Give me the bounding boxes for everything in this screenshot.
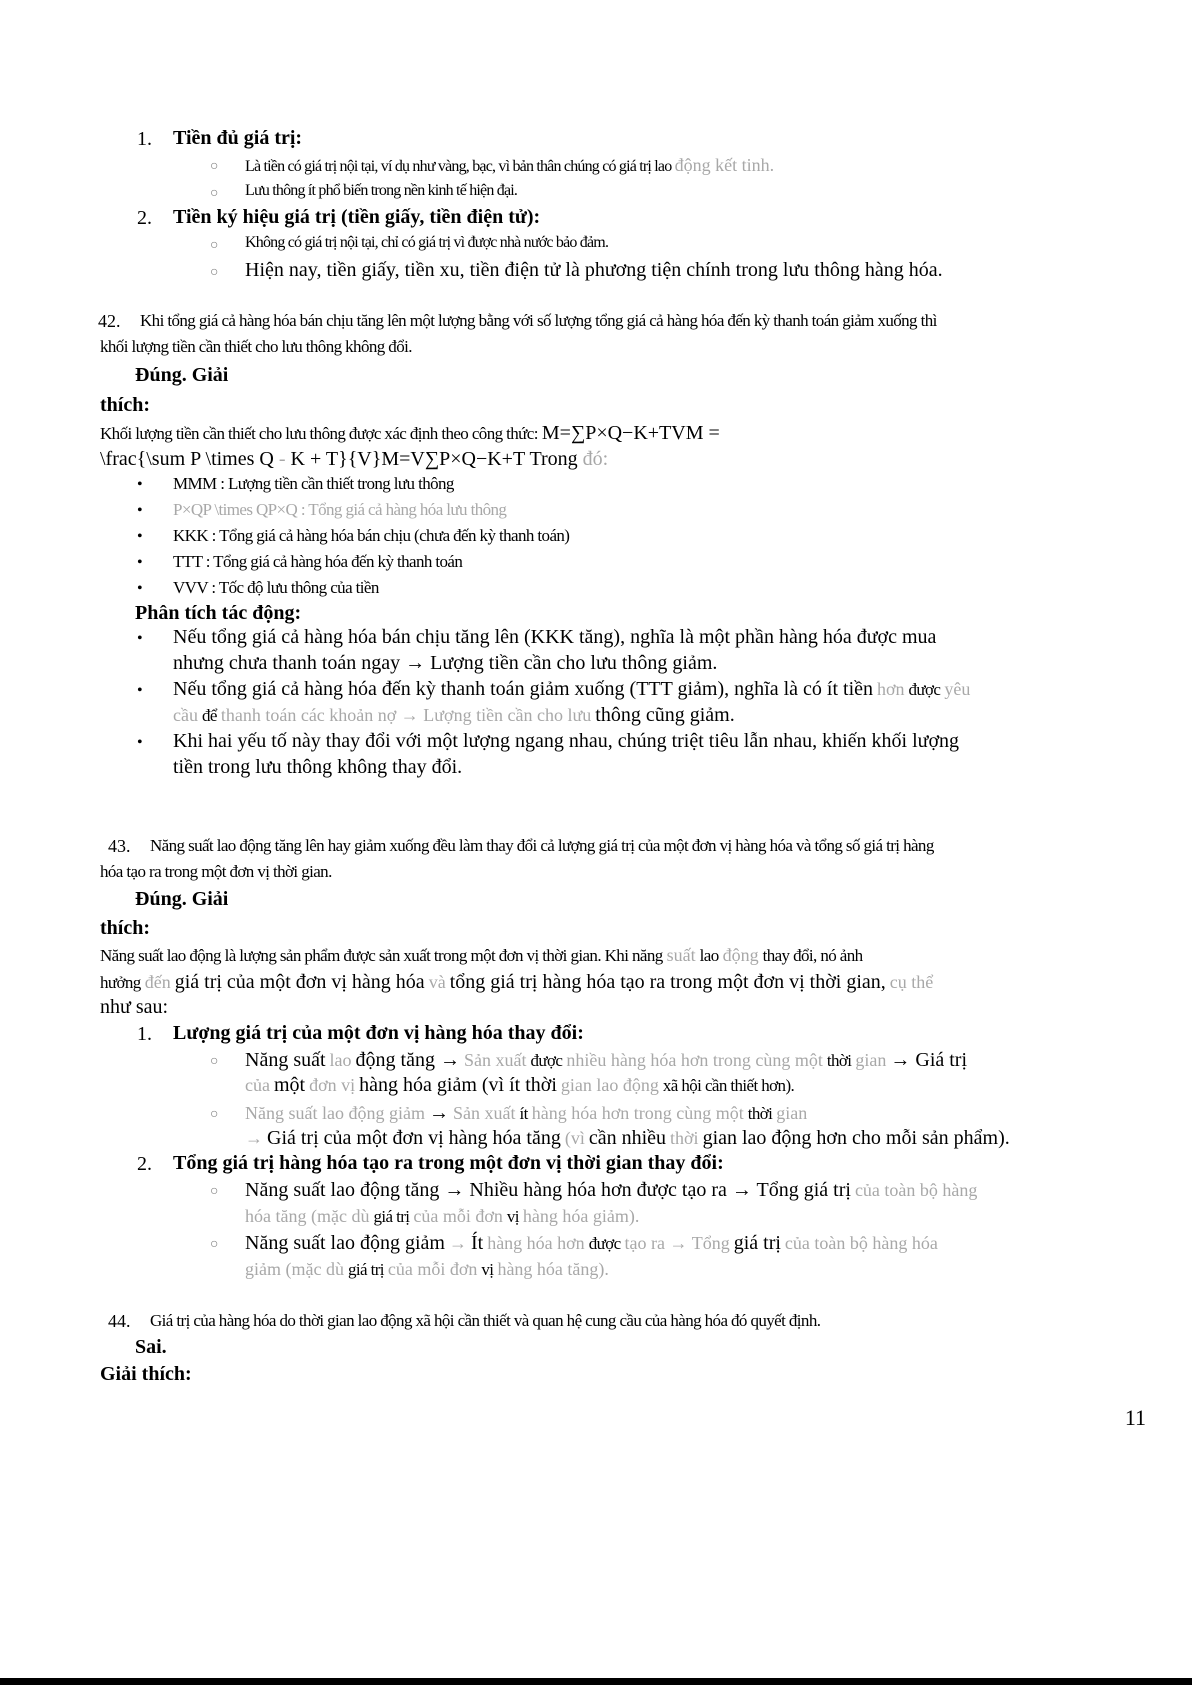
circle-bullet-icon: ○	[210, 159, 219, 174]
paragraph-text: hưởng đến giá trị của một đơn vị hàng hóa và tổng giá trị hàng hóa tạo ra trong một đơn vị thời gian, cụ thể	[100, 971, 934, 993]
page-number: 11	[1124, 1405, 1146, 1430]
item-heading: Tổng giá trị hàng hóa tạo ra trong một đơn vị thời gian thay đổi:	[173, 1152, 724, 1174]
item-heading: Tiền đủ giá trị:	[173, 127, 303, 149]
item-text: Lưu thông ít phổ biến trong nền kinh tế hiện đại.	[245, 182, 518, 199]
bullet-icon: •	[137, 734, 143, 751]
paragraph-text: như sau:	[100, 996, 169, 1018]
analysis-text: Khi hai yếu tố này thay đổi với một lượng ngang nhau, chúng triệt tiêu lẫn nhau, khiến khối lượng	[173, 730, 960, 752]
explain-label: thích:	[100, 917, 150, 939]
question-text: Giá trị của hàng hóa do thời gian lao động xã hội cần thiết và quan hệ cung cầu của hàng hóa đó quyết định.	[150, 1311, 821, 1330]
variable-definition: KKK : Tổng giá cả hàng hóa bán chịu (chưa đến kỳ thanh toán)	[173, 526, 570, 545]
bullet-icon: •	[137, 630, 143, 647]
list-number: 1.	[137, 128, 152, 150]
item-text: giảm (mặc dù giá trị của mỗi đơn vị hàng hóa tăng).	[245, 1259, 609, 1279]
explain-label: Giải thích:	[100, 1363, 192, 1385]
item-heading: Tiền ký hiệu giá trị (tiền giấy, tiền điện tử):	[173, 206, 541, 228]
question-text: khối lượng tiền cần thiết cho lưu thông không đổi.	[100, 337, 412, 356]
question-number: 42.	[98, 311, 121, 331]
bullet-icon: •	[137, 682, 143, 699]
question-number: 44.	[108, 1311, 131, 1331]
circle-bullet-icon: ○	[210, 1184, 219, 1199]
question-number: 43.	[108, 836, 131, 856]
item-text: → Giá trị của một đơn vị hàng hóa tăng (vì cần nhiều thời gian lao động hơn cho mỗi sản phẩm).	[245, 1127, 1010, 1149]
bullet-icon: •	[137, 502, 143, 519]
answer-label: Sai.	[135, 1336, 167, 1358]
circle-bullet-icon: ○	[210, 1237, 219, 1252]
item-text: Năng suất lao động tăng → Sản xuất được nhiều hàng hóa hơn trong cùng một thời gian → Giá trị	[245, 1049, 968, 1071]
item-text: Năng suất lao động giảm → Sản xuất ít hàng hóa hơn trong cùng một thời gian	[245, 1102, 808, 1124]
list-number: 2.	[137, 207, 152, 229]
item-text: Không có giá trị nội tại, chỉ có giá trị vì được nhà nước bảo đảm.	[245, 234, 609, 251]
item-text: Hiện nay, tiền giấy, tiền xu, tiền điện tử là phương tiện chính trong lưu thông hàng hóa.	[245, 259, 943, 281]
list-number: 1.	[137, 1023, 152, 1045]
item-text: của một đơn vị hàng hóa giảm (vì ít thời gian lao động xã hội cần thiết hơn).	[245, 1074, 795, 1096]
bottom-edge-bar	[0, 1678, 1192, 1685]
circle-bullet-icon: ○	[210, 186, 219, 201]
circle-bullet-icon: ○	[210, 265, 219, 280]
paragraph-text: Năng suất lao động là lượng sản phẩm được sản xuất trong một đơn vị thời gian. Khi năng suất lao động thay đổi, nó ảnh	[100, 945, 863, 965]
analysis-text: tiền trong lưu thông không thay đổi.	[173, 756, 463, 778]
bullet-icon: •	[137, 476, 143, 493]
analysis-text: Nếu tổng giá cả hàng hóa đến kỳ thanh toán giảm xuống (TTT giảm), nghĩa là có ít tiền hơn được yêu	[173, 678, 971, 700]
formula-text: \frac{\sum P \times Q - K + T}{V}M=V∑P×Q−K+T Trong đó:	[100, 448, 609, 470]
explain-label: thích:	[100, 394, 150, 416]
answer-label: Đúng. Giải	[135, 888, 229, 910]
circle-bullet-icon: ○	[210, 1107, 219, 1122]
question-text: hóa tạo ra trong một đơn vị thời gian.	[100, 862, 332, 881]
question-text: Năng suất lao động tăng lên hay giảm xuống đều làm thay đổi cả lượng giá trị của một đơn vị hàng hóa và tổng số giá trị hàng	[150, 836, 934, 855]
bullet-icon: •	[137, 554, 143, 571]
variable-definition: VVV : Tốc độ lưu thông của tiền	[173, 578, 379, 597]
analysis-text: nhưng chưa thanh toán ngay → Lượng tiền cần cho lưu thông giảm.	[173, 652, 718, 674]
variable-definition: MMM : Lượng tiền cần thiết trong lưu thông	[173, 474, 454, 493]
analysis-text: cầu để thanh toán các khoản nợ → Lượng tiền cần cho lưu thông cũng giảm.	[173, 704, 735, 726]
question-text: Khi tổng giá cả hàng hóa bán chịu tăng lên một lượng bằng với số lượng tổng giá cả hàng hóa đến kỳ thanh toán giảm xuống thì	[140, 311, 937, 330]
item-text: Năng suất lao động giảm → Ít hàng hóa hơn được tạo ra → Tổng giá trị của toàn bộ hàng hóa	[245, 1232, 938, 1254]
bullet-icon: •	[137, 528, 143, 545]
list-number: 2.	[137, 1153, 152, 1175]
circle-bullet-icon: ○	[210, 238, 219, 253]
variable-definition: TTT : Tổng giá cả hàng hóa đến kỳ thanh toán	[173, 552, 463, 571]
item-text: Năng suất lao động tăng → Nhiều hàng hóa hơn được tạo ra → Tổng giá trị của toàn bộ hàng	[245, 1179, 978, 1201]
item-text: Là tiền có giá trị nội tại, ví dụ như vàng, bạc, vì bản thân chúng có giá trị lao động kết tinh.	[245, 155, 775, 175]
analysis-text: Nếu tổng giá cả hàng hóa bán chịu tăng lên (KKK tăng), nghĩa là một phần hàng hóa được mua	[173, 626, 937, 648]
variable-definition: P×QP \times QP×Q : Tổng giá cả hàng hóa lưu thông	[173, 500, 507, 519]
circle-bullet-icon: ○	[210, 1054, 219, 1069]
formula-text: Khối lượng tiền cần thiết cho lưu thông được xác định theo công thức: M=∑P×Q−K+TVM =	[100, 422, 720, 444]
item-heading: Lượng giá trị của một đơn vị hàng hóa thay đổi:	[173, 1022, 584, 1044]
bullet-icon: •	[137, 580, 143, 597]
item-text: hóa tăng (mặc dù giá trị của mỗi đơn vị hàng hóa giảm).	[245, 1206, 640, 1226]
analysis-heading: Phân tích tác động:	[135, 602, 302, 624]
answer-label: Đúng. Giải	[135, 364, 229, 386]
